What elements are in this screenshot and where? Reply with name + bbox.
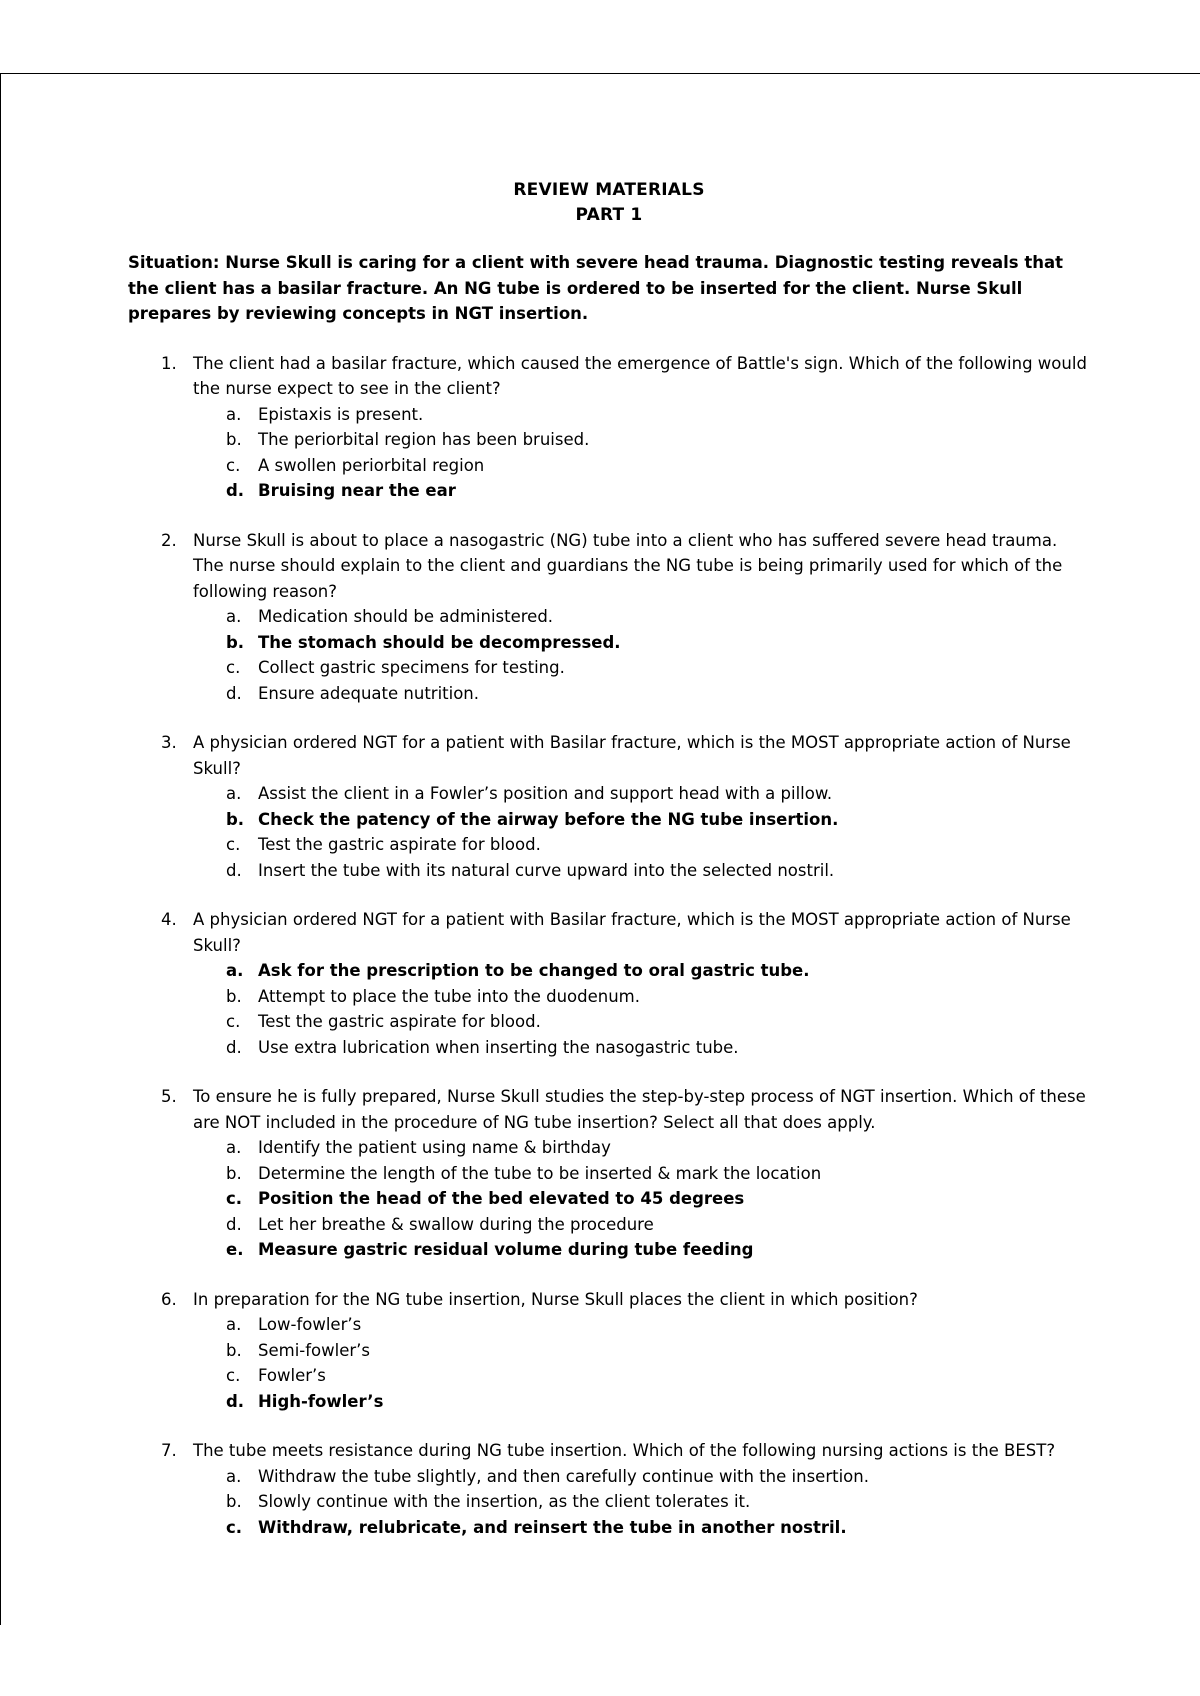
answer-option (193, 1489, 1078, 1515)
option-letter: d. (226, 1214, 242, 1234)
option-text: Semi-fowler’s (258, 1340, 370, 1360)
option-letter: b. (226, 1492, 242, 1511)
title-line-1: REVIEW MATERIALS (513, 180, 705, 200)
option-text: Test the gastric aspirate for blood. (258, 835, 541, 854)
option-letter: c. (226, 1189, 243, 1208)
question-item (128, 1084, 1086, 1263)
answer-option-correct (193, 1237, 1078, 1263)
answer-option-correct (193, 958, 1078, 984)
question-item (128, 1287, 1078, 1415)
page-left-border (0, 73, 1, 1625)
question-text: A physician ordered NGT for a patient with Basilar fracture, which is the MOST appropriate action of Nurse Skull? (193, 910, 1071, 955)
answer-option-correct (193, 807, 1078, 833)
option-text: Collect gastric specimens for testing. (258, 658, 565, 677)
option-text: Let her breathe & swallow during the procedure (258, 1214, 654, 1234)
option-text: Position the head of the bed elevated to 45 degrees (258, 1189, 745, 1208)
answer-option (193, 832, 1078, 858)
answer-option (193, 1135, 1078, 1161)
option-letter: c. (226, 1517, 243, 1537)
option-letter: b. (226, 809, 245, 829)
option-text: Withdraw the tube slightly, and then carefully continue with the insertion. (258, 1466, 869, 1486)
answer-option-correct (193, 1515, 1078, 1541)
answer-option (193, 681, 1078, 707)
question-text: To ensure he is fully prepared, Nurse Skull studies the step-by-step process of NGT insertion. Which of these are NOT included in the procedure of NG tube insertion? Select all that does apply. (193, 1087, 1086, 1132)
question-number: 3. (161, 733, 177, 752)
option-text: Medication should be administered. (258, 607, 554, 626)
option-letter: a. (226, 784, 242, 803)
option-text: High-fowler’s (258, 1391, 384, 1411)
option-letter: d. (226, 1391, 245, 1411)
option-letter: c. (226, 1012, 241, 1031)
answer-option (193, 1338, 1078, 1364)
question-item (128, 528, 1078, 707)
option-text: Check the patency of the airway before the NG tube insertion. (258, 809, 839, 829)
answer-option (193, 655, 1078, 681)
answer-option (193, 427, 1078, 453)
option-letter: c. (226, 835, 241, 854)
option-letter: d. (226, 481, 245, 500)
question-item (128, 351, 1087, 504)
option-text: The stomach should be decompressed. (258, 632, 621, 652)
option-letter: b. (226, 1163, 242, 1183)
answer-options (193, 958, 1078, 1060)
answer-options (193, 604, 1078, 706)
answer-options (193, 781, 1078, 883)
answer-option (193, 604, 1078, 630)
option-letter: c. (226, 455, 241, 475)
option-text: Slowly continue with the insertion, as the client tolerates it. (258, 1492, 751, 1511)
option-letter: a. (226, 607, 242, 626)
document-title (128, 178, 1090, 228)
option-letter: a. (226, 1138, 242, 1157)
question-number: 1. (161, 353, 177, 373)
title-line-2: PART 1 (575, 205, 643, 225)
option-text: Identify the patient using name & birthday (258, 1138, 611, 1157)
question-number: 5. (161, 1087, 177, 1106)
question-item (128, 1438, 1078, 1540)
option-letter: b. (226, 986, 242, 1006)
option-text: Ensure adequate nutrition. (258, 683, 480, 703)
option-letter: d. (226, 683, 242, 703)
option-letter: b. (226, 430, 242, 449)
option-text: Determine the length of the tube to be inserted & mark the location (258, 1163, 822, 1183)
option-letter: a. (226, 1315, 242, 1334)
answer-option (193, 1009, 1078, 1035)
answer-option-correct (193, 1186, 1078, 1212)
option-text: Ask for the prescription to be changed to oral gastric tube. (258, 961, 810, 980)
option-text: Attempt to place the tube into the duodenum. (258, 986, 640, 1006)
answer-option (193, 781, 1078, 807)
option-letter: a. (226, 961, 244, 980)
answer-option (193, 1312, 1078, 1338)
option-text: Use extra lubrication when inserting the nasogastric tube. (258, 1037, 739, 1057)
answer-options (193, 1464, 1078, 1541)
option-letter: b. (226, 632, 245, 652)
question-list (128, 351, 1087, 1541)
answer-option (193, 1212, 1078, 1238)
option-letter: a. (226, 1466, 242, 1486)
option-letter: c. (226, 1366, 241, 1385)
answer-options (193, 1135, 1078, 1263)
option-text: Assist the client in a Fowler’s position and support head with a pillow. (258, 784, 833, 803)
option-text: Test the gastric aspirate for blood. (258, 1012, 541, 1031)
option-text: Epistaxis is present. (258, 404, 424, 424)
option-text: A swollen periorbital region (258, 455, 485, 475)
question-number: 7. (161, 1441, 177, 1460)
question-number: 4. (161, 910, 177, 929)
option-text: Low-fowler’s (258, 1315, 362, 1334)
question-text: The tube meets resistance during NG tube insertion. Which of the following nursing actions is the BEST? (193, 1441, 1056, 1460)
answer-option (193, 453, 1078, 479)
answer-option (193, 1363, 1078, 1389)
option-letter: c. (226, 658, 241, 677)
option-text: Bruising near the ear (258, 481, 456, 500)
option-text: Insert the tube with its natural curve upward into the selected nostril. (258, 860, 835, 880)
answer-option-correct (193, 478, 1078, 504)
page-top-border (0, 73, 1200, 74)
question-text: Nurse Skull is about to place a nasogastric (NG) tube into a client who has suffered severe head trauma. The nurse should explain to the client and guardians the NG tube is being primarily used for which of the following reason? (193, 530, 1063, 601)
document-content (128, 178, 1087, 1564)
option-text: Fowler’s (258, 1366, 326, 1385)
option-text: The periorbital region has been bruised. (258, 430, 590, 449)
question-item (128, 907, 1078, 1060)
question-text: A physician ordered NGT for a patient with Basilar fracture, which is the MOST appropriate action of Nurse Skull? (193, 733, 1071, 778)
answer-option (193, 1035, 1078, 1061)
situation-paragraph: Situation: Nurse Skull is caring for a client with severe head trauma. Diagnostic testing reveals that the client has a basilar fracture. An NG tube is ordered to be inserted for the client. Nurse Skull prepares by reviewing concepts in NGT insertion. (128, 253, 1064, 323)
question-text: In preparation for the NG tube insertion, Nurse Skull places the client in which position? (193, 1289, 918, 1309)
option-letter: d. (226, 1037, 242, 1057)
option-letter: e. (226, 1240, 244, 1259)
option-text: Withdraw, relubricate, and reinsert the tube in another nostril. (258, 1517, 847, 1537)
answer-option (193, 1464, 1078, 1490)
answer-option (193, 402, 1078, 428)
option-letter: a. (226, 404, 242, 424)
question-number: 2. (161, 530, 177, 550)
question-number: 6. (161, 1289, 177, 1309)
answer-option (193, 858, 1078, 884)
option-text: Measure gastric residual volume during tube feeding (258, 1240, 754, 1259)
answer-option (193, 1161, 1078, 1187)
answer-options (193, 1312, 1078, 1414)
answer-option-correct (193, 630, 1078, 656)
answer-options (193, 402, 1078, 504)
answer-option (193, 984, 1078, 1010)
option-letter: d. (226, 860, 242, 880)
option-letter: b. (226, 1340, 242, 1360)
answer-option-correct (193, 1389, 1078, 1415)
question-item (128, 730, 1078, 883)
question-text: The client had a basilar fracture, which caused the emergence of Battle's sign. Which of the following would the nurse expect to see in the client? (193, 353, 1087, 398)
